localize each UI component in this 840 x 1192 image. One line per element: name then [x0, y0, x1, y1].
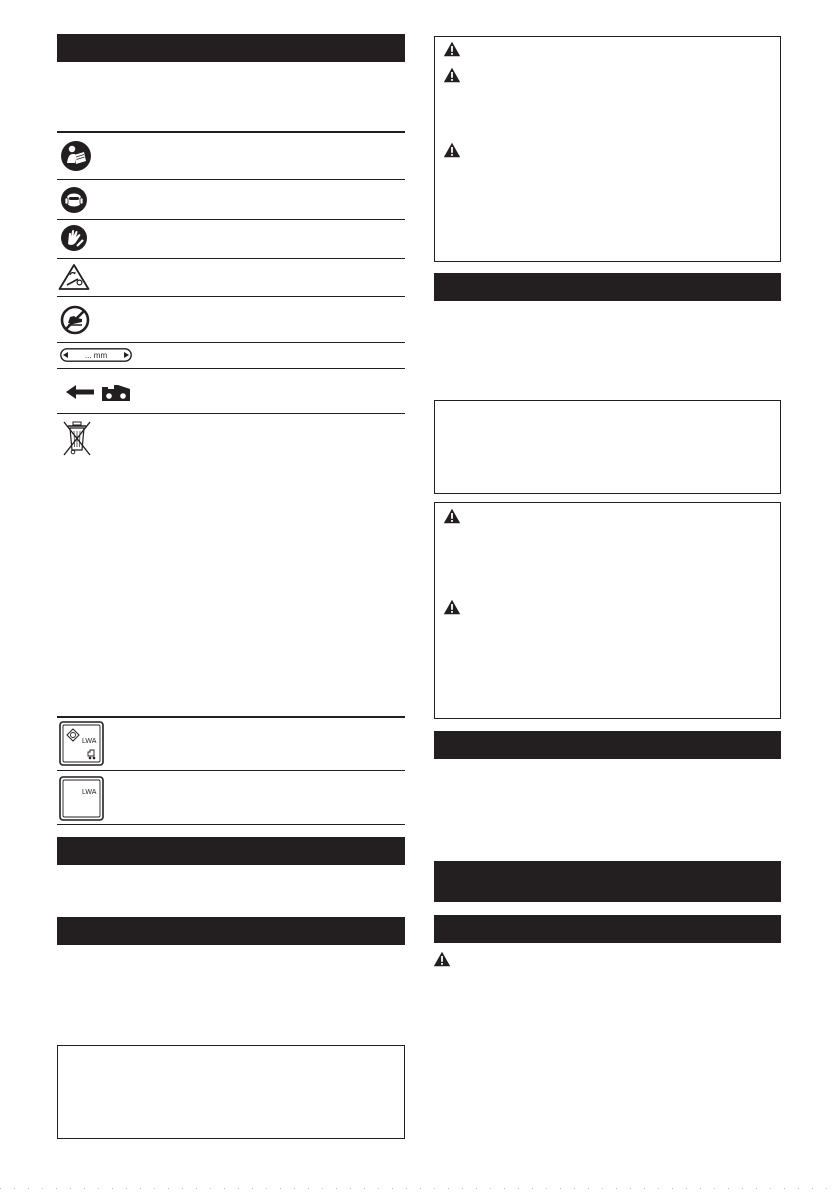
warning-icon — [443, 41, 461, 57]
table-row-divider — [57, 258, 405, 259]
chain-direction-icon — [64, 381, 132, 403]
lwa-label: LWA — [82, 789, 97, 796]
warning-icon — [443, 67, 461, 83]
table-top-rule — [57, 131, 405, 133]
crossed-out-wheeled-bin-icon — [60, 418, 94, 458]
guide-bar-length-label: ... mm — [84, 351, 108, 360]
section-heading-bar — [434, 915, 781, 943]
guide-bar-length-icon — [60, 348, 132, 362]
table-row-divider — [57, 413, 405, 414]
warning-icon — [443, 508, 461, 524]
table-row-divider — [57, 368, 405, 369]
table-row-divider — [57, 219, 405, 220]
table-row-divider — [57, 296, 405, 297]
warning-icon — [443, 142, 461, 158]
crop-mark-row — [0, 1188, 840, 1189]
section-heading-bar-symbols — [57, 34, 405, 62]
hand-protection-icon — [60, 224, 88, 252]
warning-box — [434, 502, 781, 719]
lwa-label: LWA — [82, 738, 97, 745]
table-row-divider — [57, 342, 405, 343]
warning-icon — [433, 951, 451, 967]
table-row-divider — [57, 824, 405, 825]
no-one-hand-operation-icon — [60, 305, 90, 335]
table-row-divider — [57, 770, 405, 771]
note-box — [434, 400, 781, 494]
eye-ear-protection-icon — [60, 186, 88, 214]
warning-box — [434, 36, 781, 262]
table-top-rule — [57, 716, 405, 718]
section-heading-bar — [57, 837, 405, 865]
warning-icon — [443, 599, 461, 615]
note-box — [57, 1045, 405, 1139]
sound-power-level-icon — [59, 776, 104, 821]
section-heading-bar — [434, 731, 781, 759]
section-heading-bar — [57, 917, 405, 945]
section-heading-bar-double — [434, 861, 781, 902]
table-row-divider — [57, 179, 405, 180]
read-manual-icon — [60, 140, 92, 172]
kickback-warning-icon — [58, 263, 90, 291]
section-heading-bar — [434, 273, 781, 301]
guaranteed-sound-power-level-icon — [59, 721, 104, 766]
